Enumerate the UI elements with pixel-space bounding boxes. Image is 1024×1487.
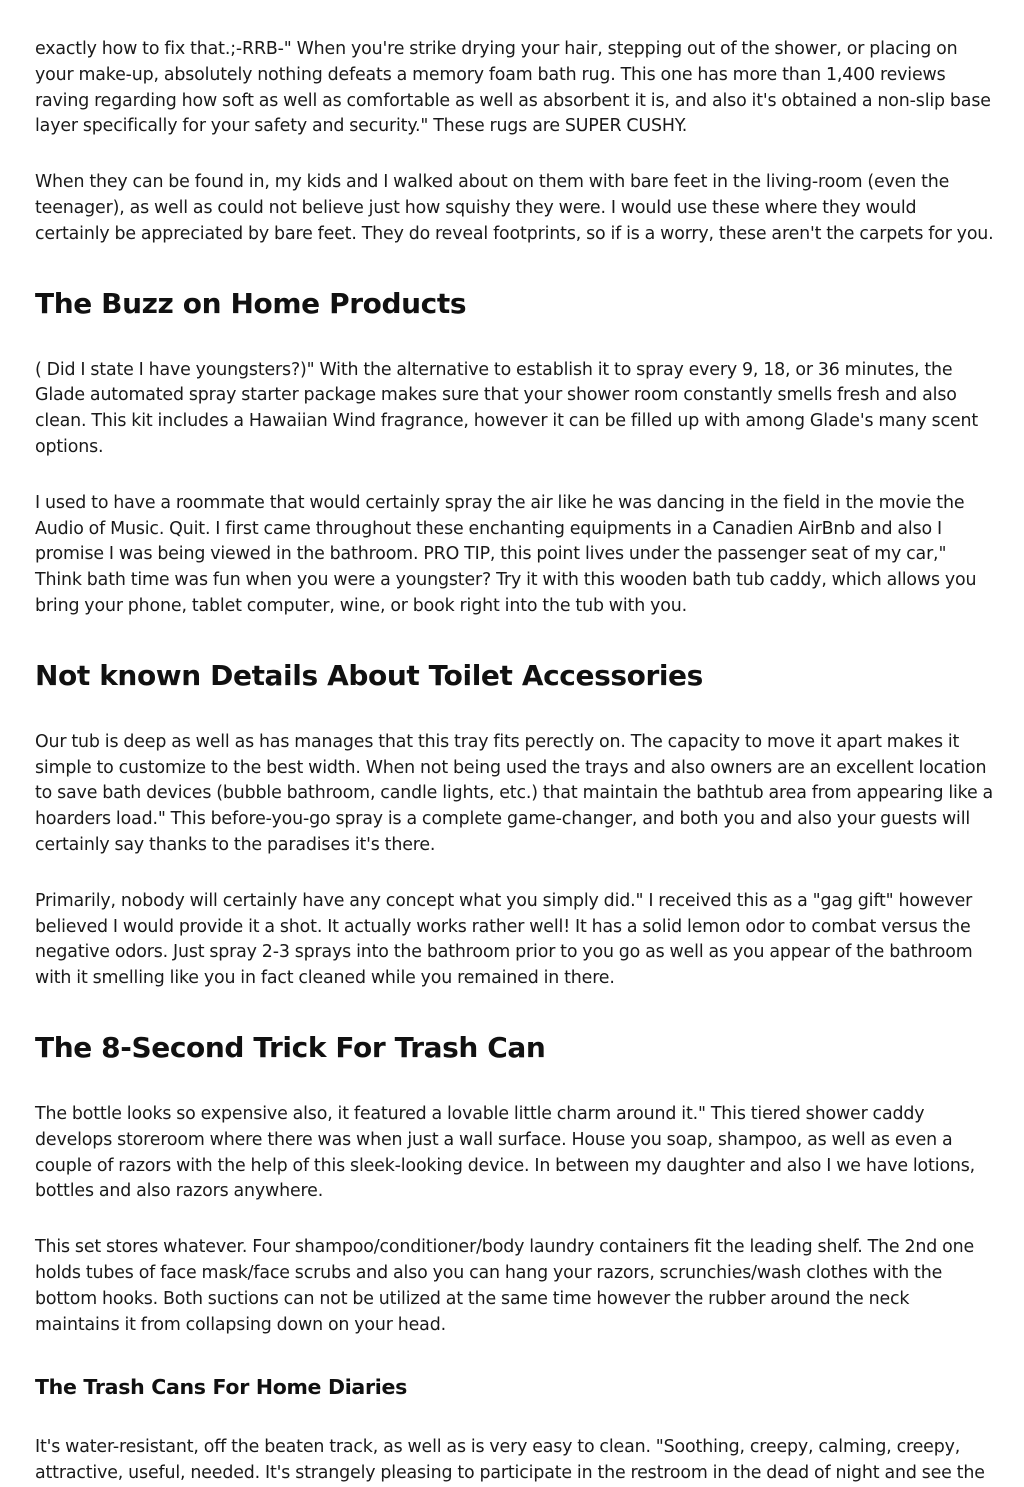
paragraph-tub-tray: Our tub is deep as well as has manages that this tray fits perectly on. The capacity to move it apart makes it simple to customize to the best width. When not being used the trays and also owners are an excellent location to save bath devices (bubble bathroom, candle lights, etc.) that maintain the bathtub area from appearing like a hoarders load." This before-you-go spray is a complete game-changer, and both you and also your guests will certainly say thanks to the paradises it's there.: [35, 731, 994, 855]
paragraph-bare-feet: When they can be found in, my kids and I walked about on them with bare feet in the living-room (even the teenager), as well as could not believe just how squishy they were. I would use these where they would certainly be appreciated by bare feet. They do reveal footprints, so if is a worry, these aren't the carpets for you.: [35, 172, 994, 244]
heading-trash-can-trick: The 8-Second Trick For Trash Can: [35, 1030, 546, 1064]
subheading-trash-cans-diaries: The Trash Cans For Home Diaries: [35, 1375, 408, 1400]
heading-buzz-home-products: The Buzz on Home Products: [35, 286, 467, 320]
paragraph-water-resistant: It's water-resistant, off the beaten track, as well as is very easy to clean. "Soothing, creepy, calming, creepy, attractive, useful, needed. It's strangely pleasing to participate in the restroom in the dead of night and see the: [35, 1437, 985, 1484]
paragraph-roommate: I used to have a roommate that would certainly spray the air like he was dancing in the field in the movie the Audio of Music. Quit. I first came throughout these enchanting equipments in a Canadien AirBnb and also I promise I was being viewed in the bathroom. PRO TIP, this point lives under the passenger seat of my car," Think bath time was fun when you were a youngster? Try it with this wooden bath tub caddy, which allows you bring your phone, tablet computer, wine, or book right into the tub with you.: [35, 492, 977, 616]
article-body: [35, 37, 995, 1487]
paragraph-gag-gift: Primarily, nobody will certainly have any concept what you simply did." I received this as a "gag gift" however believed I would provide it a shot. It actually works rather well! It has a solid lemon odor to combat versus the negative odors. Just spray 2-3 sprays into the bathroom prior to you go as well as you appear of the bathroom with it smelling like you in fact cleaned while you remained in there.: [35, 890, 973, 989]
paragraph-set-stores: This set stores whatever. Four shampoo/conditioner/body laundry containers fit the leading shelf. The 2nd one holds tubes of face mask/face scrubs and also you can hang your razors, scrunchies/wash clothes with the bottom hooks. Both suctions can not be utilized at the same time however the rubber around the neck maintains it from collapsing down on your head.: [35, 1237, 975, 1335]
paragraph-glade-spray: ( Did I state I have youngsters?)" With the alternative to establish it to spray every 9, 18, or 36 minutes, the Glade automated spray starter package makes sure that your shower room constantly smells fresh and also clean. This kit includes a Hawaiian Wind fragrance, however it can be filled up with among Glade's many scent options.: [35, 359, 979, 457]
paragraph-bath-rug: exactly how to fix that.;-RRB-" When you're strike drying your hair, stepping out of the shower, or placing on your make-up, absolutely nothing defeats a memory foam bath rug. This one has more than 1,400 reviews raving regarding how soft as well as comfortable as well as absorbent it is, and also it's obtained a non-slip base layer specifically for your safety and security." These rugs are SUPER CUSHY.: [35, 39, 991, 137]
heading-toilet-accessories: Not known Details About Toilet Accessories: [35, 658, 703, 692]
paragraph-shower-caddy: The bottle looks so expensive also, it featured a lovable little charm around it." This tiered shower caddy develops storeroom where there was when just a wall surface. House you soap, shampoo, as well as even a couple of razors with the help of this sleek-looking device. In between my daughter and also I we have lotions, bottles and also razors anywhere.: [35, 1103, 976, 1202]
